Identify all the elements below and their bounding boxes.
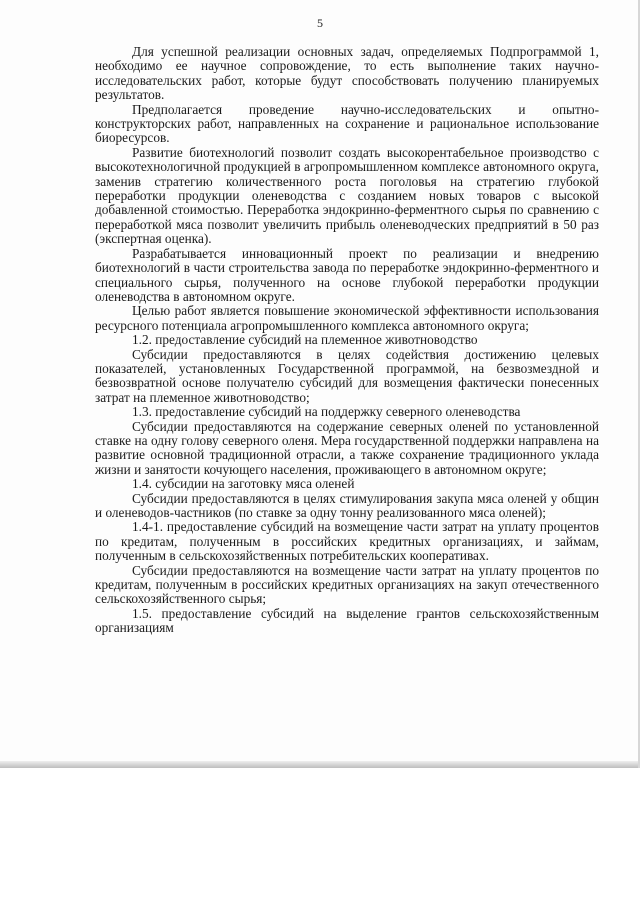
heading-1-3-reindeer-support: 1.3. предоставление субсидий на поддержку северного оленеводства <box>132 404 521 420</box>
heading-1-4-1-interest-subsidies: 1.4-1. предоставление субсидий на возмещение части затрат на уплату процентов по кредитам, полученным в российских кредитных организациях, и займам, полученным в сельскохозяйственных потребительских кооперативах. <box>95 519 599 564</box>
heading-1-2-breeding-subsidies: 1.2. предоставление субсидий на племенное животноводство <box>132 332 478 348</box>
heading-1-4-meat-procurement: 1.4. субсидии на заготовку мяса оленей <box>132 476 355 492</box>
paragraph-research-support: Для успешной реализации основных задач, определяемых Подпрограммой 1, необходимо ее научное сопровождение, то есть выполнение таких научно-исследовательских работ, которые будут способствовать получению планируемых результатов. <box>95 44 599 103</box>
paragraph-reindeer-support: Субсидии предоставляются на содержание северных оленей по установленной ставке на одну голову северного оленя. Мера государственной поддержки направлена на развитие основной традиционной отрасли, а также сохранение традиционного уклада жизни и занятости кочующего населения, проживающего в автономном округе; <box>95 418 599 477</box>
paragraph-rnd-works: Предполагается проведение научно-исследовательских и опытно-конструкторских работ, направленных на сохранение и рациональное использование биоресурсов. <box>95 101 599 146</box>
paragraph-innovation-project: Разрабатывается инновационный проект по реализации и внедрению биотехнологий в части строительства завода по переработке эндокринно-ферментного и специального сырья, полученного на основе глубокой переработки продукции оленеводства в автономном округе. <box>95 245 599 304</box>
page-number: 5 <box>317 16 323 30</box>
heading-1-5-grants: 1.5. предоставление субсидий на выделение грантов сельскохозяйственным организациям <box>95 605 599 636</box>
paragraph-breeding-subsidies: Субсидии предоставляются в целях содействия достижению целевых показателей, установленных Государственной программой, на безвозмездной и безвозвратной основе получателю субсидий для возмещения фактически понесенных затрат на племенное животноводство; <box>95 346 599 405</box>
paragraph-interest-subsidies: Субсидии предоставляются на возмещение части затрат на уплату процентов по кредитам, полученным в российских кредитных организациях на закуп отечественного сельскохозяйственного сырья; <box>95 562 599 607</box>
paragraph-meat-procurement: Субсидии предоставляются в целях стимулирования закупа мяса оленей у общин и оленеводов-частников (по ставке за одну тонну реализованного мяса оленей); <box>95 490 599 520</box>
paragraph-biotech-development: Развитие биотехнологий позволит создать высокорентабельное производство с высокотехнологичной продукцией в агропромышленном комплексе автономного округа, заменив стратегию количественного роста поголовья на стратегию глубокой переработки продукции оленеводства с созданием новых товаров с высокой добавленной стоимостью. Переработка эндокринно-ферментного сырья по сравнению с переработкой мяса позволит увеличить прибыль оленеводческих предприятий в 50 раз (экспертная оценка). <box>95 144 599 247</box>
document-body <box>95 45 599 636</box>
paragraph-work-goal: Целью работ является повышение экономической эффективности использования ресурсного потенциала агропромышленного комплекса автономного округа; <box>95 303 599 333</box>
